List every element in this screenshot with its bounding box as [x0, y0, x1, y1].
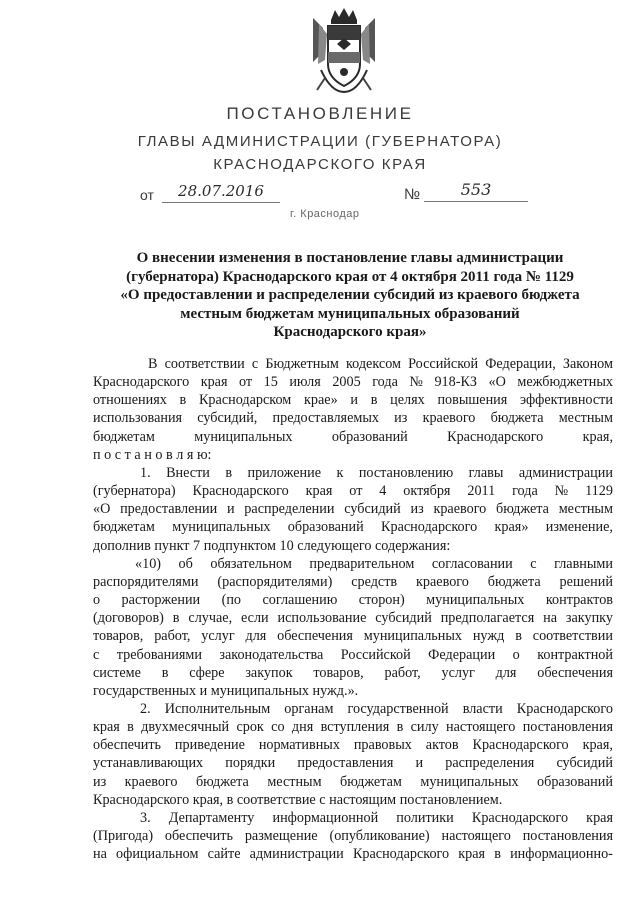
body-line: отношениях в Краснодарском крае» и в целях повышения эффективности	[93, 392, 613, 409]
body-line: использования субсидий, предоставляемых из краевого бюджета местным	[93, 410, 613, 427]
city-label: г. Краснодар	[290, 208, 360, 220]
body-line: обеспечить приведение нормативных правовых актов Краснодарского края,	[93, 737, 613, 754]
body-line: о расторжении (по соглашению сторон) муниципальных контрактов	[93, 592, 613, 609]
number-label: №	[404, 186, 421, 203]
body-line: дополнив пункт 7 подпунктом 10 следующего содержания:	[93, 537, 451, 554]
document-title: ПОСТАНОВЛЕНИЕ	[226, 104, 414, 123]
number-value: 553	[424, 180, 528, 202]
body-line: В соответствии с Бюджетным кодексом Российской Федерации, Законом	[148, 356, 613, 372]
document-issuer-line2: КРАСНОДАРСКОГО КРАЯ	[213, 156, 427, 173]
body-line: из краевого бюджета местным бюджетам муниципальных образований	[93, 773, 613, 790]
date-value: 28.07.2016	[162, 182, 280, 203]
document-heading	[80, 249, 620, 342]
heading-line: местным бюджетам муниципальных образований	[180, 305, 520, 322]
body-line: на официальном сайте администрации Краснодарского края в информационно-	[93, 846, 613, 863]
body-line: (губернатора) Краснодарского края от 4 октября 2011 года № 1129	[93, 483, 613, 500]
document-issuer-line1: ГЛАВЫ АДМИНИСТРАЦИИ (ГУБЕРНАТОРА)	[137, 133, 503, 150]
heading-line: О внесении изменения в постановление главы администрации	[136, 250, 564, 266]
body-line: 3. Департаменту информационной политики Краснодарского края	[140, 809, 613, 826]
body-line: распорядителями (распорядителями) средств краевого бюджета решений	[93, 573, 613, 590]
body-line: устанавливающих порядки предоставления и распределения субсидий	[93, 755, 613, 772]
document-body	[93, 355, 613, 863]
body-line: Краснодарского края от 15 июля 2005 года № 918-КЗ «О межбюджетных	[93, 374, 613, 391]
body-line: (Пригода) обеспечить размещение (опубликование) настоящего постановления	[93, 828, 613, 845]
body-line: бюджетам муниципальных образований Краснодарского края,	[93, 428, 613, 445]
body-line: п о с т а н о в л я ю:	[93, 446, 212, 463]
coat-of-arms-icon	[309, 6, 379, 94]
date-label: от	[140, 187, 154, 203]
body-line: 1. Внести в приложение к постановлению главы администрации	[140, 464, 613, 481]
body-line: товаров, работ, услуг для обеспечения муниципальных нужд в соответствии	[93, 628, 613, 645]
heading-line: (губернатора) Краснодарского края от 4 октября 2011 года № 1129	[126, 268, 574, 285]
body-line: системе в сфере закупок товаров, работ, услуг для обеспечения	[93, 664, 613, 681]
body-line: края в двухмесячный срок со дня вступления в силу настоящего постановления	[93, 719, 613, 736]
body-line: «О предоставлении и распределении субсидий из краевого бюджета местным	[93, 501, 613, 518]
body-line: государственных и муниципальных нужд.».	[93, 682, 359, 699]
body-line: бюджетам муниципальных образований Краснодарского края» изменение,	[93, 519, 613, 536]
body-line: 2. Исполнительным органам государственной власти Краснодарского	[140, 700, 613, 717]
body-line: «10) об обязательном предварительном согласовании с главными	[135, 555, 613, 572]
heading-line: Краснодарского края»	[273, 324, 427, 341]
body-line: с требованиями законодательства Российской Федерации о контрактной	[93, 646, 613, 663]
heading-line: «О предоставлении и распределении субсидий из краевого бюджета	[120, 287, 580, 304]
body-line: Краснодарского края, в соответствие с настоящим постановлением.	[93, 791, 503, 808]
body-line: (договоров) в случае, если использование субсидий предполагается на закупку	[93, 610, 613, 627]
